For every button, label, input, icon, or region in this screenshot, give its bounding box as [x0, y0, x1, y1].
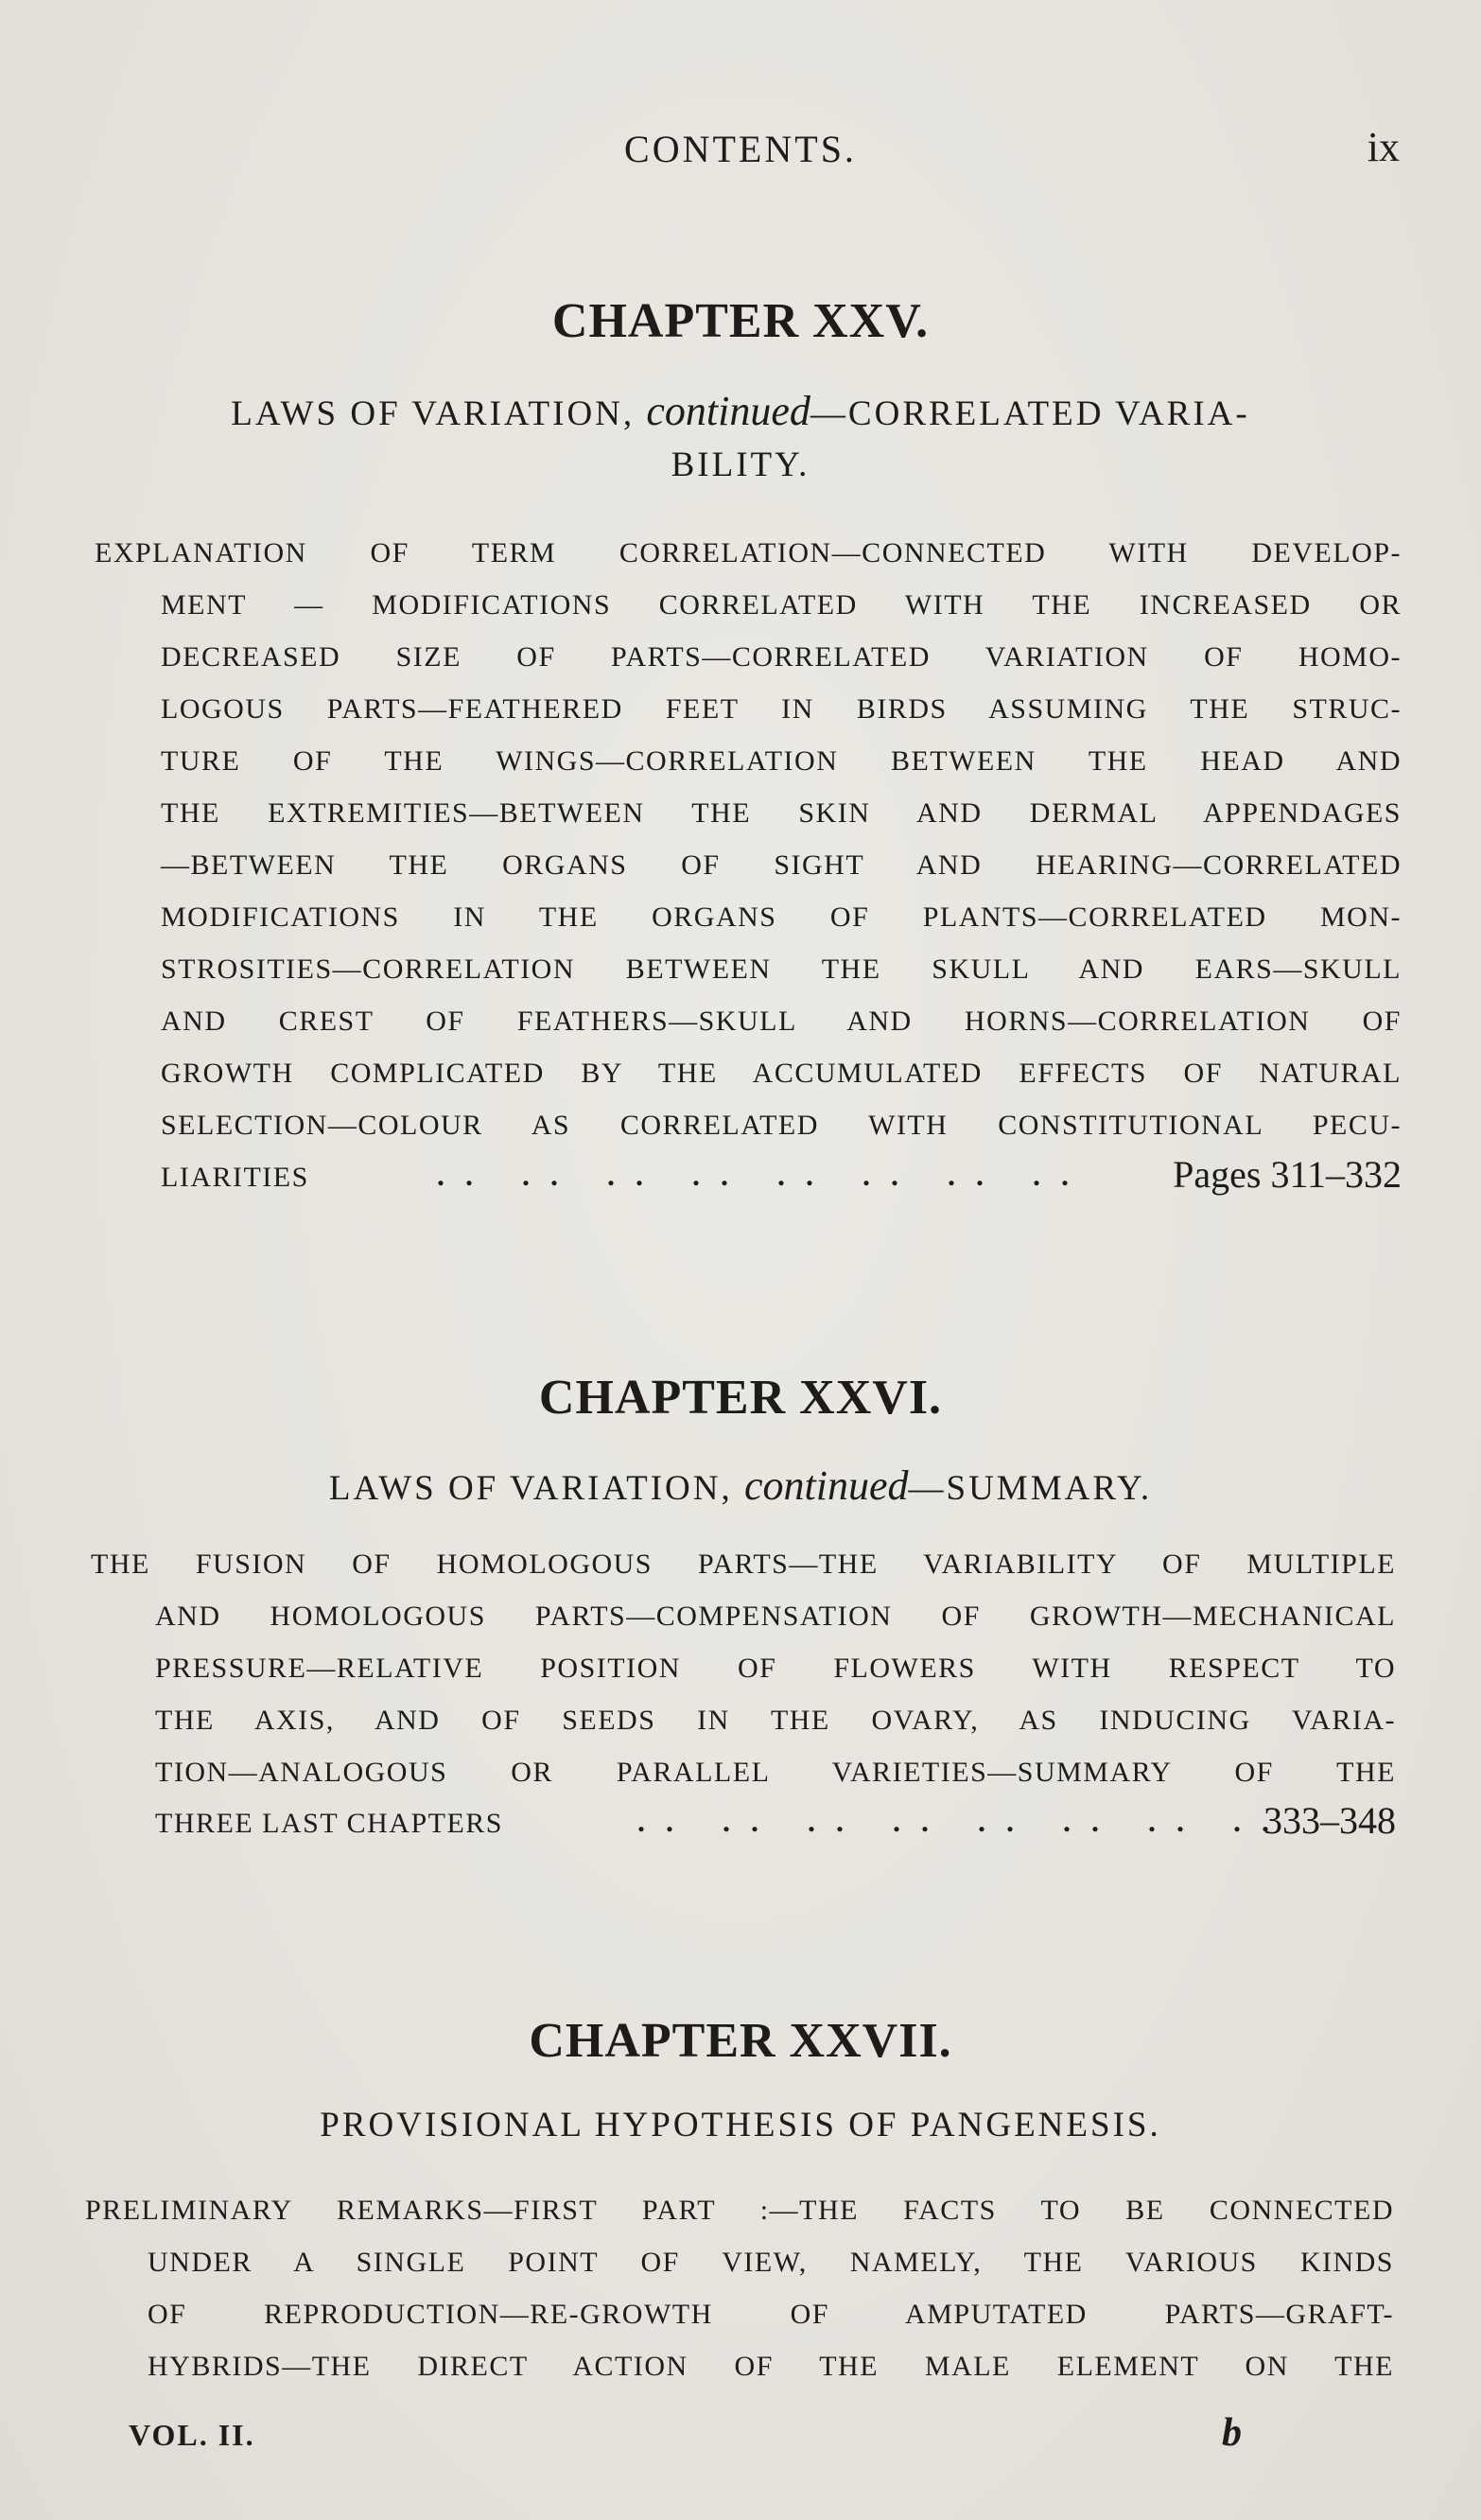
chapter-title [0, 387, 1481, 435]
chapter-xxv [0, 293, 1481, 485]
chapter-number: CHAPTER XXVII. [529, 2014, 952, 2068]
summary-last-line: LIARITIES [161, 1162, 309, 1193]
summary-line: MODIFICATIONS IN THE ORGANS OF PLANTS—CORRELATED MON- [161, 901, 1402, 933]
summary-line: EXPLANATION OF TERM CORRELATION—CONNECTED WITH DEVELOP- [95, 537, 1402, 569]
summary-line: —BETWEEN THE ORGANS OF SIGHT AND HEARING—CORRELATED [161, 849, 1402, 881]
summary-line: AND HOMOLOGOUS PARTS—COMPENSATION OF GROWTH—MECHANICAL [155, 1601, 1396, 1632]
chapter-title [0, 1461, 1481, 1510]
chapter-title-part: LAWS OF VARIATION, [328, 1469, 744, 1508]
chapter-number: CHAPTER XXVI. [538, 1371, 943, 1425]
summary-line: GROWTH COMPLICATED BY THE ACCUMULATED EFFECTS OF NATURAL [161, 1058, 1402, 1089]
summary-line: TION—ANALOGOUS OR PARALLEL VARIETIES—SUMMARY OF THE [155, 1757, 1396, 1788]
summary-line: MENT — MODIFICATIONS CORRELATED WITH THE INCREASED OR [161, 589, 1402, 621]
summary-last-line: THREE LAST CHAPTERS [155, 1808, 503, 1839]
summary-line: HYBRIDS—THE DIRECT ACTION OF THE MALE ELEMENT ON THE [148, 2351, 1394, 2382]
chapter-xxvi [0, 1370, 1481, 1510]
summary-line: THE AXIS, AND OF SEEDS IN THE OVARY, AS INDUCING VARIA- [155, 1705, 1396, 1736]
page-range: Pages 311–332 [1173, 1153, 1402, 1196]
signature-mark: b [1222, 2411, 1242, 2455]
chapter-summary [91, 1549, 1396, 1851]
chapter-title-line2: BILITY. [671, 446, 810, 484]
chapter-summary [85, 2195, 1394, 2403]
page-footer [0, 2410, 1481, 2467]
summary-line: THE FUSION OF HOMOLOGOUS PARTS—THE VARIABILITY OF MULTIPLE [91, 1549, 1396, 1580]
chapter-title-part: —CORRELATED VARIA- [810, 394, 1250, 433]
summary-line: LOGOUS PARTS—FEATHERED FEET IN BIRDS ASSUMING THE STRUC- [161, 693, 1402, 725]
chapter-title-part: —SUMMARY. [908, 1469, 1153, 1508]
chapter-summary [95, 537, 1402, 1218]
toc-entry-line [161, 1153, 1402, 1205]
chapter-title: PROVISIONAL HYPOTHESIS OF PANGENESIS. [320, 2106, 1161, 2144]
dot-leader: .. .. .. .. .. .. .. .. [637, 1804, 1290, 1838]
summary-line: STROSITIES—CORRELATION BETWEEN THE SKULL AND EARS—SKULL [161, 954, 1402, 985]
summary-line: SELECTION—COLOUR AS CORRELATED WITH CONSTITUTIONAL PECU- [161, 1110, 1402, 1141]
volume-label: VOL. II. [129, 2418, 255, 2452]
chapter-title-italic: continued [743, 1462, 909, 1509]
page-range: 333–348 [1263, 1799, 1396, 1842]
chapter-title-part: LAWS OF VARIATION, [231, 394, 647, 433]
summary-line: OF REPRODUCTION—RE-GROWTH OF AMPUTATED PARTS—GRAFT- [148, 2299, 1394, 2330]
running-title: CONTENTS. [624, 128, 857, 170]
summary-line: THE EXTREMITIES—BETWEEN THE SKIN AND DERMAL APPENDAGES [161, 797, 1402, 829]
summary-line: UNDER A SINGLE POINT OF VIEW, NAMELY, THE VARIOUS KINDS [148, 2247, 1394, 2278]
summary-line: DECREASED SIZE OF PARTS—CORRELATED VARIATION OF HOMO- [161, 641, 1402, 673]
page-number: ix [1367, 124, 1400, 170]
summary-line: PRELIMINARY REMARKS—FIRST PART :—THE FACTS TO BE CONNECTED [85, 2195, 1394, 2226]
dot-leader: .. .. .. .. .. .. .. .. [437, 1158, 1089, 1192]
chapter-xxvii [0, 2013, 1481, 2145]
summary-line: PRESSURE—RELATIVE POSITION OF FLOWERS WITH RESPECT TO [155, 1653, 1396, 1684]
toc-entry-line [155, 1799, 1396, 1851]
chapter-title-italic: continued [646, 388, 810, 434]
running-head [0, 123, 1481, 180]
chapter-number: CHAPTER XXV. [551, 294, 930, 348]
summary-line: AND CREST OF FEATHERS—SKULL AND HORNS—CORRELATION OF [161, 1006, 1402, 1037]
summary-line: TURE OF THE WINGS—CORRELATION BETWEEN THE HEAD AND [161, 745, 1402, 777]
